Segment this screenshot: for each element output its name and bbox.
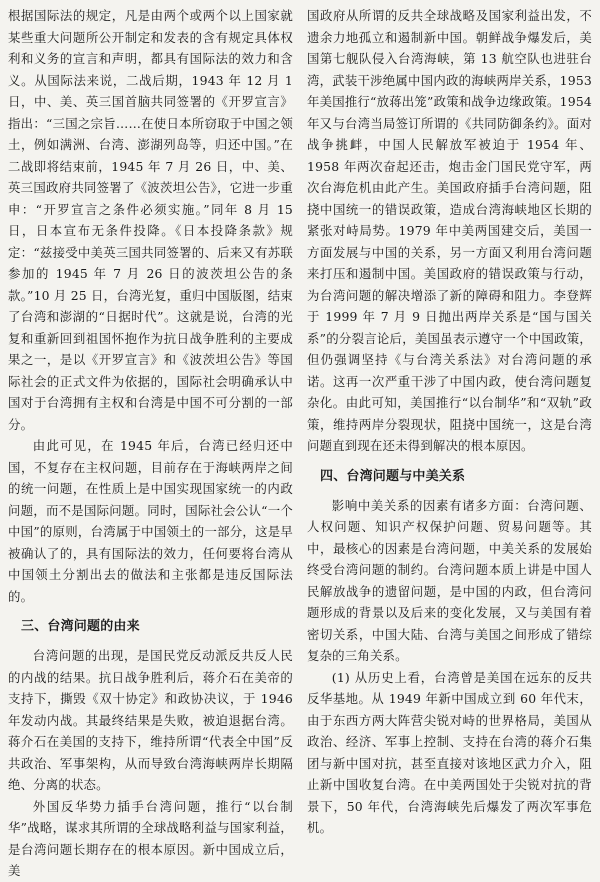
paragraph-history: (1) 从历史上看，台湾曾是美国在远东的反共反华基地。从 1949 年新中国成立到 60 年代末，由于东西方两大阵营尖锐对峙的世界格局，美国从政治、经济、军事上控制、支持在台湾的蒋介石集团与新中国对抗，甚至直接对该地区武力介入，阻止新中国收复台湾。在中美两国处于尖锐对抗的背景下，50 年代，台湾海峡先后爆发了两次军事危机。 (307, 669, 592, 835)
section-heading-origin: 三、台湾问题的由来 (21, 619, 140, 634)
right-column (307, 5, 592, 835)
paragraph-foreign-forces: 外国反华势力插手台湾问题，推行“以台制华”战略，谋求其所谓的全球战略利益与国家利益，是台湾问题长期存在的根本原因。新中国成立后，美 (8, 798, 293, 878)
paragraph-us-policy: 国政府从所谓的反共全球战略及国家利益出发，不遗余力地孤立和遏制新中国。朝鲜战争爆发后，美国第七舰队侵入台湾海峡，第 13 航空队也进驻台湾，武装干涉绝属中国内政的海峡两岸关系，1953 年美国推行“放蒋出笼”政策和战争边缘政策。1954 年又与台湾当局签订所谓的《共同防御条约》。面对战争挑衅，中国人民解放军被迫于 1954 年、1958 年两次奋起还击，炮击金门国民党守军，两次台海危机由此产生。美国政府插手台湾问题，阻挠中国统一的错误政策，造成台湾海峡地区长期的紧张对峙局势。1979 年中美两国建交后，美国一方面发展与中国的关系，另一方面又利用台湾问题来打压和遏制中国。美国政府的错误政策与行动，为台湾问题的解决增添了新的障碍和阻力。李登辉于 1999 年 7 月 9 日抛出两岸关系是“国与国关系”的分裂言论后，美国虽表示遵守一个中国政策，但仍强调坚持《与台湾关系法》对台湾问题的承诺。这再一次严重干涉了中国内政，使台湾问题复杂化。由此可知，美国推行“以台制华”和“双轨”政策，维持两岸分裂现状，阻挠中国统一，这是台湾问题直到现在还未得到解决的根本原因。 (307, 8, 592, 453)
paragraph-international-law: 根据国际法的规定，凡是由两个或两个以上国家就某些重大问题所公开制定和发表的含有规定具体权利和义务的宣言和声明，都具有国际法的效力和含义。从国际法来说，二战后期，1943 年 12 月 1 日，中、美、英三国首脑共同签署的《开罗宣言》指出：“三国之宗旨……在使日本所窃取于中国之领土，例如满洲、台湾、澎湖列岛等，归还中国。”在二战即将结束前，1945 年 7 月 26 日，中、美、英三国政府共同签署了《波茨坦公告》，它进一步重申：“开罗宣言之条件必须实施。”同年 8 月 15 日，日本宣布无条件投降。《日本投降条款》规定：“兹接受中美英三国共同签署的、后来又有苏联参加的 1945 年 7 月 26 日的波茨坦公告的条款。”10 月 25 日，台湾光复，重归中国版图，结束了台湾和澎湖的“日据时代”。这就是说，台湾的光复和重新回到祖国怀抱作为抗日战争胜利的主要成果之一，是以《开罗宣言》和《波茨坦公告》等国际社会的正式文件为依据的，国际社会明确承认中国对于台湾拥有主权和台湾是中国不可分割的一部分。 (8, 8, 293, 432)
paragraph-conclusion: 由此可见，在 1945 年后，台湾已经归还中国，不复存在主权问题，目前存在于海峡两岸之间的统一问题，在性质上是中国实现国家统一的内政问题，而不是国际问题。同时，国际社会公认“一个中国”的原则，台湾属于中国领土的一部分，这是早被确认了的，具有国际法的效力，任何要将台湾从中国领土分割出去的做法和主张都是违反国际法的。 (8, 438, 293, 604)
paragraph-factors: 影响中美关系的因素有诸多方面：台湾问题、人权问题、知识产权保护问题、贸易问题等。其中，最核心的因素是台湾问题，中美关系的发展始终受台湾问题的制约。台湾问题本质上讲是中国人民解放战争的遗留问题，是中国的内政，但台湾问题形成的背景以及后来的变化发展，又与美国有着密切关系，中国大陆、台湾与美国之间形成了错综复杂的三角关系。 (307, 497, 592, 663)
left-column (8, 5, 293, 878)
paragraph-civil-war: 台湾问题的出现，是国民党反动派反共反人民的内战的结果。抗日战争胜利后，蒋介石在美帝的支持下，撕毁《双十协定》和政协决议，于 1946 年发动内战。其最终结果是失败，被迫退据台湾。蒋介石在美国的支持下，维持所谓“代表全中国”反共政治、军事架构，从而导致台湾海峡两岸长期隔绝、分离的状态。 (8, 648, 293, 792)
section-heading-sino-us: 四、台湾问题与中美关系 (320, 468, 466, 484)
